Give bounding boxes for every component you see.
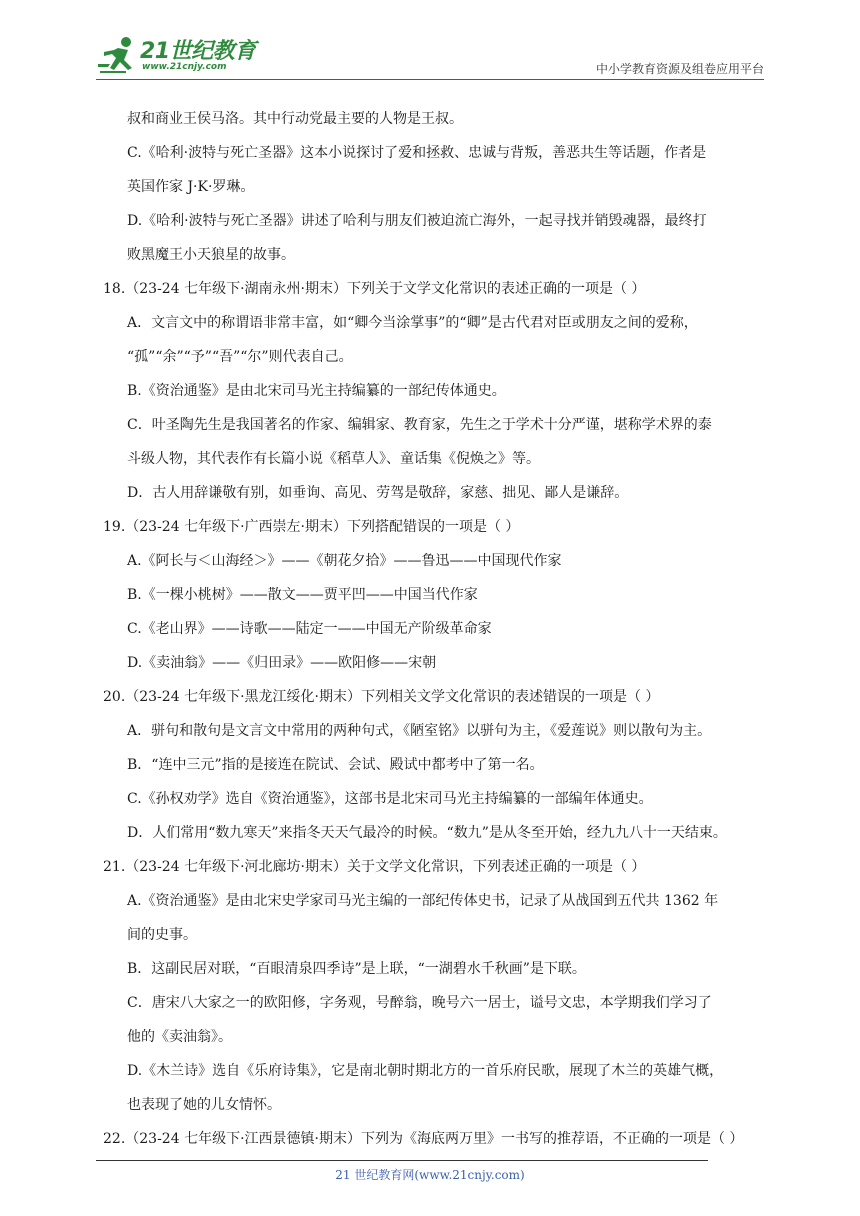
text-line: 败黑魔王小天狼星的故事。 xyxy=(127,247,295,263)
runner-icon xyxy=(96,34,140,78)
question-line: 22.（23-24 七年级下·江西景德镇·期末）下列为《海底两万里》一书写的推荐语，不正确的一项是（ ） xyxy=(103,1131,744,1147)
text-line: D．人们常用“数九寒天”来指冬天天气最冷的时候。“数九”是从冬至开始，经九九八十一天结束。 xyxy=(127,825,727,841)
question-line: 18.（23-24 七年级下·湖南永州·期末）下列关于文学文化常识的表述正确的一项是（ ） xyxy=(103,281,646,297)
question-line: 20.（23-24 七年级下·黑龙江绥化·期末）下列相关文学文化常识的表述错误的一项是（ ） xyxy=(103,689,660,705)
text-line: C.《孙权劝学》选自《资治通鉴》，这部书是北宋司马光主持编纂的一部编年体通史。 xyxy=(127,791,653,807)
text-line: 叔和商业王侯马洛。其中行动党最主要的人物是王叔。 xyxy=(127,111,463,127)
text-line: C．叶圣陶先生是我国著名的作家、编辑家、教育家，先生之于学术十分严谨，堪称学术界的泰 xyxy=(127,417,712,433)
text-line: C．唐宋八大家之一的欧阳修，字务观，号醉翁，晚号六一居士，谥号文忠，本学期我们学习了 xyxy=(127,995,712,1011)
text-line: D.《卖油翁》——《归田录》——欧阳修——宋朝 xyxy=(127,655,437,671)
header-divider xyxy=(96,79,764,80)
text-line: D．古人用辞谦敬有别，如垂询、高见、劳驾是敬辞，家慈、拙见、鄙人是谦辞。 xyxy=(127,485,629,501)
footer-divider xyxy=(96,1160,708,1161)
page-footer: 21 世纪教育网(www.21cnjy.com) xyxy=(335,1168,525,1182)
text-line: D.《哈利·波特与死亡圣器》讲述了哈利与朋友们被迫流亡海外，一起寻找并销毁魂器，最终打 xyxy=(127,213,707,229)
text-line: 间的史事。 xyxy=(127,927,197,943)
site-logo xyxy=(96,34,266,78)
page-header xyxy=(96,30,764,80)
text-line: C.《哈利·波特与死亡圣器》这本小说探讨了爱和拯救、忠诚与背叛，善恶共生等话题，作者是 xyxy=(127,145,707,161)
text-line: A.《资治通鉴》是由北宋史学家司马光主编的一部纪传体史书，记录了从战国到五代共 1362 年 xyxy=(127,893,719,909)
text-line: B.《一棵小桃树》——散文——贾平凹——中国当代作家 xyxy=(127,587,478,603)
question-line: 21.（23-24 七年级下·河北廊坊·期末）关于文学文化常识，下列表述正确的一项是（ ） xyxy=(103,859,646,875)
text-line: B．这副民居对联，“百眼清泉四季诗”是上联，“一湖碧水千秋画”是下联。 xyxy=(127,961,586,977)
logo-url: www.21cnjy.com xyxy=(142,62,227,72)
logo-text: 21世纪教育 xyxy=(140,39,256,64)
text-line: “孤”“余”“予”“吾”“尔”则代表自己。 xyxy=(127,349,353,365)
text-line: 他的《卖油翁》。 xyxy=(127,1029,232,1045)
platform-title: 中小学教育资源及组卷应用平台 xyxy=(595,62,764,76)
question-line: 19.（23-24 七年级下·广西崇左·期末）下列搭配错误的一项是（ ） xyxy=(103,519,520,535)
text-line: 也表现了她的儿女情怀。 xyxy=(127,1097,281,1113)
text-line: 斗级人物，其代表作有长篇小说《稻草人》、童话集《倪焕之》等。 xyxy=(127,451,540,467)
text-line: 英国作家 J·K·罗琳。 xyxy=(127,179,255,195)
text-line: D.《木兰诗》选自《乐府诗集》，它是南北朝时期北方的一首乐府民歌，展现了木兰的英雄气概， xyxy=(127,1063,724,1079)
text-line: B.《资治通鉴》是由北宋司马光主持编纂的一部纪传体通史。 xyxy=(127,383,506,399)
text-line: A．骈句和散句是文言文中常用的两种句式，《陋室铭》以骈句为主，《爱莲说》则以散句为主。 xyxy=(127,723,712,739)
text-line: A．文言文中的称谓语非常丰富，如“卿今当涂掌事”的“卿”是古代君对臣或朋友之间的爱称， xyxy=(127,315,698,331)
document-body xyxy=(103,102,763,1156)
text-line: B．“连中三元”指的是接连在院试、会试、殿试中都考中了第一名。 xyxy=(127,757,544,773)
text-line: C.《老山界》——诗歌——陆定一——中国无产阶级革命家 xyxy=(127,621,492,637)
text-line: A.《阿长与＜山海经＞》——《朝花夕拾》——鲁迅——中国现代作家 xyxy=(127,553,562,569)
